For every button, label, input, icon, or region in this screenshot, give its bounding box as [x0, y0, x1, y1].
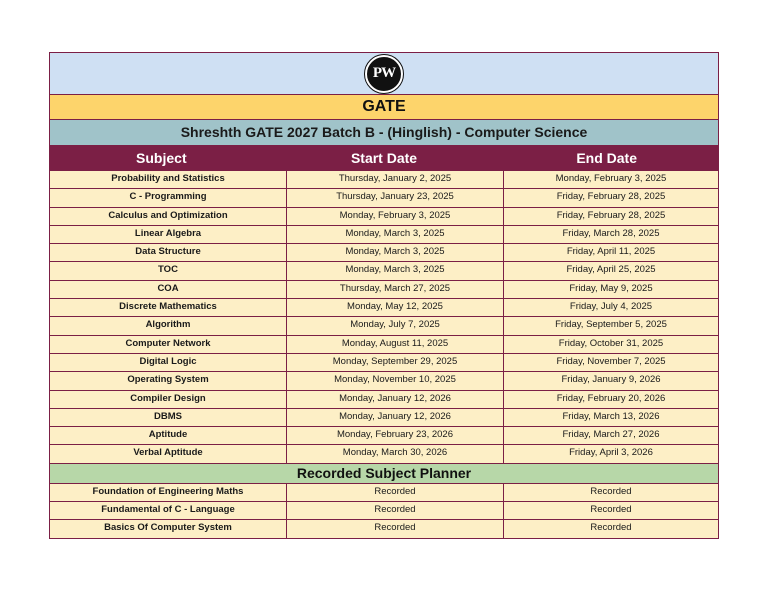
cell-subject: Linear Algebra — [50, 226, 287, 243]
page-title: GATE — [50, 95, 718, 120]
logo-row — [50, 53, 718, 95]
table-row — [50, 243, 718, 261]
table-row — [50, 225, 718, 243]
cell-subject: Verbal Aptitude — [50, 445, 287, 462]
table-row — [50, 298, 718, 316]
cell-end-date: Friday, April 3, 2026 — [569, 447, 653, 459]
table-row — [50, 353, 718, 371]
cell-start-date: Monday, February 3, 2025 — [287, 208, 504, 225]
cell-subject: Probability and Statistics — [50, 171, 287, 188]
recorded-table-body — [50, 483, 718, 538]
cell-end-date: Friday, April 11, 2025 — [566, 246, 656, 258]
cell-end-date: Monday, February 3, 2025 — [555, 173, 667, 184]
table-row — [50, 444, 718, 462]
cell-subject: Digital Logic — [50, 354, 287, 371]
cell-end-date: Friday, February 28, 2025 — [556, 191, 666, 203]
cell-end-date: Recorded — [590, 485, 632, 497]
column-header-row — [50, 146, 718, 170]
cell-subject: Discrete Mathematics — [50, 299, 287, 316]
cell-subject: Aptitude — [50, 427, 287, 444]
cell-subject: C - Programming — [50, 189, 287, 206]
cell-end-date: Friday, April 25, 2025 — [566, 264, 656, 276]
cell-subject: Computer Network — [50, 336, 287, 353]
logo-text: PW — [372, 65, 396, 81]
cell-end-date: Recorded — [590, 504, 632, 516]
table-row — [50, 261, 718, 279]
schedule-sheet — [49, 52, 719, 539]
cell-start-date: Thursday, March 27, 2025 — [287, 281, 504, 298]
cell-end-date: Friday, March 27, 2026 — [562, 429, 660, 441]
cell-start-date: Recorded — [287, 484, 504, 501]
cell-start-date: Monday, March 3, 2025 — [287, 244, 504, 261]
cell-start-date: Recorded — [287, 502, 504, 519]
cell-subject: Foundation of Engineering Maths — [50, 484, 287, 501]
cell-start-date: Monday, July 7, 2025 — [287, 317, 504, 334]
cell-subject: Algorithm — [50, 317, 287, 334]
pw-logo-icon — [365, 55, 403, 93]
cell-end-date: Friday, March 13, 2026 — [562, 410, 660, 422]
column-header-subject: Subject — [136, 150, 187, 166]
cell-subject: Calculus and Optimization — [50, 208, 287, 225]
table-row — [50, 426, 718, 444]
cell-subject: Basics Of Computer System — [50, 520, 287, 537]
table-row — [50, 188, 718, 206]
schedule-table-body — [50, 170, 718, 463]
cell-start-date: Monday, August 11, 2025 — [287, 336, 504, 353]
cell-start-date: Monday, March 3, 2025 — [287, 262, 504, 279]
table-row — [50, 280, 718, 298]
cell-end-date: Friday, February 20, 2026 — [556, 392, 666, 404]
cell-start-date: Monday, September 29, 2025 — [287, 354, 504, 371]
cell-start-date: Thursday, January 2, 2025 — [287, 171, 504, 188]
table-row — [50, 170, 718, 188]
cell-end-date: Friday, November 7, 2025 — [556, 355, 666, 367]
column-header-end-date: End Date — [576, 150, 638, 166]
cell-subject: Fundamental of C - Language — [50, 502, 287, 519]
cell-start-date: Monday, March 3, 2025 — [287, 226, 504, 243]
cell-subject: TOC — [50, 262, 287, 279]
batch-title: Shreshth GATE 2027 Batch B - (Hinglish) - Computer Science — [50, 120, 718, 146]
cell-start-date: Thursday, January 23, 2025 — [287, 189, 504, 206]
table-row — [50, 390, 718, 408]
cell-start-date: Recorded — [287, 520, 504, 537]
table-row — [50, 483, 718, 501]
cell-subject: Data Structure — [50, 244, 287, 261]
cell-end-date: Friday, July 4, 2025 — [569, 301, 653, 313]
cell-subject: COA — [50, 281, 287, 298]
table-row — [50, 501, 718, 519]
cell-end-date: Recorded — [590, 522, 632, 534]
cell-start-date: Monday, March 30, 2026 — [287, 445, 504, 462]
cell-start-date: Monday, February 23, 2026 — [287, 427, 504, 444]
cell-start-date: Monday, November 10, 2025 — [287, 372, 504, 389]
table-row — [50, 371, 718, 389]
column-header-start-date: Start Date — [350, 150, 418, 166]
table-row — [50, 519, 718, 537]
table-row — [50, 316, 718, 334]
table-row — [50, 335, 718, 353]
table-row — [50, 207, 718, 225]
cell-end-date: Friday, May 9, 2025 — [569, 282, 653, 294]
table-row — [50, 408, 718, 426]
cell-end-date: Friday, October 31, 2025 — [558, 337, 664, 349]
cell-end-date: Friday, February 28, 2025 — [556, 209, 666, 221]
recorded-planner-title: Recorded Subject Planner — [50, 463, 718, 483]
cell-end-date: Friday, January 9, 2026 — [561, 374, 661, 386]
cell-end-date: Friday, March 28, 2025 — [562, 227, 660, 239]
cell-start-date: Monday, May 12, 2025 — [287, 299, 504, 316]
cell-subject: Operating System — [50, 372, 287, 389]
cell-start-date: Monday, January 12, 2026 — [287, 391, 504, 408]
cell-start-date: Monday, January 12, 2026 — [287, 409, 504, 426]
cell-subject: DBMS — [50, 409, 287, 426]
cell-end-date: Friday, September 5, 2025 — [555, 319, 667, 331]
cell-subject: Compiler Design — [50, 391, 287, 408]
